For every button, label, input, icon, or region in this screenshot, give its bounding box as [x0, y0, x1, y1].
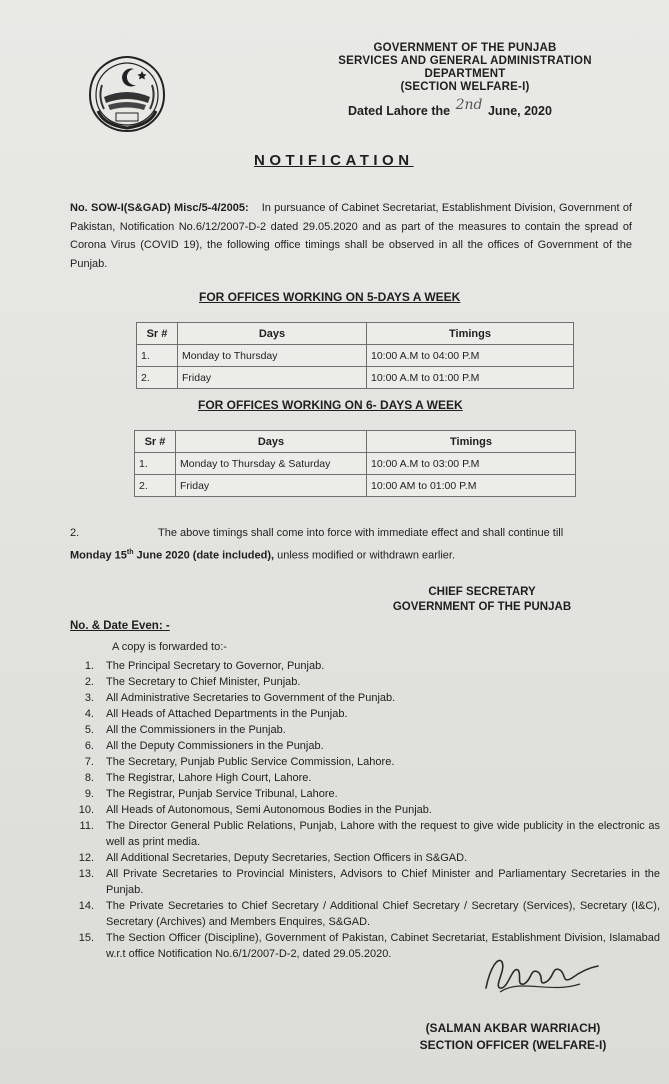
col-days: Days — [176, 431, 367, 453]
list-item — [72, 738, 660, 754]
list-item-number: 12. — [78, 852, 94, 864]
list-item-number: 11. — [79, 820, 94, 832]
list-item-number: 7. — [84, 756, 94, 768]
list-item — [72, 898, 660, 930]
list-item-number: 2. — [84, 676, 94, 688]
no-date-even-heading: No. & Date Even: - — [70, 620, 170, 632]
timings-table-5-days — [136, 322, 574, 389]
col-timings: Timings — [367, 431, 576, 453]
list-item-text: All Heads of Attached Departments in the Punjab. — [106, 708, 348, 720]
list-item-text: All Administrative Secretaries to Government of the Punjab. — [106, 692, 396, 704]
cell-sr: 1. — [135, 453, 176, 475]
list-item-number: 9. — [84, 788, 94, 800]
paragraph-2 — [70, 524, 640, 566]
cell-sr: 1. — [137, 345, 178, 367]
list-item — [72, 706, 660, 722]
list-item-number: 6. — [84, 740, 94, 752]
header-line-government: GOVERNMENT OF THE PUNJAB — [373, 42, 557, 54]
list-item — [72, 658, 660, 674]
paragraph-2-text: The above timings shall come into force with immediate effect and shall continue till — [158, 527, 564, 539]
table-row — [137, 345, 574, 367]
list-item-text: The Registrar, Lahore High Court, Lahore. — [106, 772, 312, 784]
dated-line — [348, 97, 552, 119]
cell-timings: 10:00 A.M to 04:00 P.M — [367, 345, 574, 367]
table-header-row — [135, 431, 576, 453]
list-item — [72, 850, 660, 866]
paragraph-2-number: 2. — [70, 527, 80, 539]
dated-prefix: Dated Lahore the — [348, 104, 451, 118]
col-sr: Sr # — [137, 323, 178, 345]
copy-distribution-list — [72, 658, 660, 962]
col-sr: Sr # — [135, 431, 176, 453]
cell-timings: 10:00 AM to 01:00 P.M — [367, 475, 576, 497]
table-row — [135, 453, 576, 475]
signatory-2-name: (SALMAN AKBAR WARRIACH) — [425, 1021, 601, 1035]
list-item-text: All Heads of Autonomous, Semi Autonomous Bodies in the Punjab. — [106, 804, 432, 816]
list-item-text: All the Deputy Commissioners in the Punjab. — [106, 740, 324, 752]
list-item-number: 8. — [84, 772, 94, 784]
table-2-heading: FOR OFFICES WORKING ON 6- DAYS A WEEK — [198, 398, 463, 412]
list-item — [72, 818, 660, 850]
list-item-text: All the Commissioners in the Punjab. — [106, 724, 286, 736]
timings-table-6-days — [134, 430, 576, 497]
notification-ref-number: No. SOW-I(S&GAD) Misc/5-4/2005: — [70, 202, 249, 214]
paragraph-2-first-line — [70, 524, 640, 543]
cell-timings: 10:00 A.M to 03:00 P.M — [367, 453, 576, 475]
col-days: Days — [178, 323, 367, 345]
cell-days: Friday — [176, 475, 367, 497]
handwritten-signature — [480, 948, 610, 998]
list-item-text: The Private Secretaries to Chief Secretary / Additional Chief Secretary / Secretary (Services), Secretary (I&C), Secretary (Archives) and Members Enquires, S&GAD. — [106, 900, 660, 928]
paragraph-2-second-line — [70, 543, 640, 566]
list-item-number: 1. — [84, 660, 94, 672]
list-item — [72, 722, 660, 738]
list-item — [72, 802, 660, 818]
signatory-1-org: GOVERNMENT OF THE PUNJAB — [392, 601, 572, 613]
list-item — [72, 754, 660, 770]
list-item-text: The Secretary, Punjab Public Service Commission, Lahore. — [106, 756, 395, 768]
effective-until-date: June 2020 (date included), — [133, 549, 275, 562]
effective-until-day: Monday 15 — [70, 549, 127, 562]
list-item — [72, 690, 660, 706]
dated-handwritten-day: 2nd — [455, 97, 483, 113]
cell-days: Monday to Thursday & Saturday — [176, 453, 367, 475]
list-item-number: 14. — [78, 900, 94, 912]
list-item-number: 13. — [78, 868, 94, 880]
punjab-emblem-logo — [84, 55, 170, 135]
header-line-department-2: DEPARTMENT — [424, 68, 506, 80]
paragraph-1-text: In pursuance of Cabinet Secretariat, Establishment Division, Government of Pakistan, Notification No.6/12/2007-D-2 dated 29.05.2020 and as part of the measures to contain the spread of Corona Virus (COVID 19), the following office timings shall be observed in all the offices of Government of the Punjab. — [70, 202, 632, 270]
list-item — [72, 786, 660, 802]
list-item-text: All Private Secretaries to Provincial Ministers, Advisors to Chief Minister and Parliamentary Secretaries in the Punjab. — [106, 868, 660, 896]
list-item-number: 10. — [78, 804, 94, 816]
list-item-text: The Principal Secretary to Governor, Punjab. — [106, 660, 325, 672]
list-item-number: 4. — [84, 708, 94, 720]
header-line-section: (SECTION WELFARE-I) — [400, 81, 530, 93]
list-item — [72, 866, 660, 898]
list-item-text: The Section Officer (Discipline), Government of Pakistan, Cabinet Secretariat, Establishment Division, Islamabad w.r.t office Notification No.6/1/2007-D-2, dated 29.05.2020. — [106, 932, 660, 960]
signatory-section-officer — [397, 1020, 629, 1054]
signatory-2-title: SECTION OFFICER (WELFARE-I) — [419, 1038, 607, 1052]
paragraph-1 — [70, 199, 632, 273]
list-item-number: 15. — [78, 932, 94, 944]
list-item — [72, 674, 660, 690]
cell-sr: 2. — [137, 367, 178, 389]
cell-timings: 10:00 A.M to 01:00 P.M — [367, 367, 574, 389]
cell-sr: 2. — [135, 475, 176, 497]
col-timings: Timings — [367, 323, 574, 345]
copy-forwarded-intro: A copy is forwarded to:- — [112, 641, 227, 653]
table-header-row — [137, 323, 574, 345]
header-line-department: SERVICES AND GENERAL ADMINISTRATION — [338, 55, 592, 67]
cell-days: Monday to Thursday — [178, 345, 367, 367]
list-item-text: All Additional Secretaries, Deputy Secretaries, Section Officers in S&GAD. — [106, 852, 468, 864]
list-item-number: 5. — [84, 724, 94, 736]
signatory-chief-secretary — [382, 585, 582, 615]
table-row — [135, 475, 576, 497]
list-item-text: The Director General Public Relations, Punjab, Lahore with the request to give wide publicity in the electronic as well as print media. — [106, 820, 660, 848]
table-1-heading: FOR OFFICES WORKING ON 5-DAYS A WEEK — [199, 290, 461, 304]
signatory-1-title: CHIEF SECRETARY — [428, 586, 536, 598]
notification-title: NOTIFICATION — [254, 152, 414, 169]
list-item — [72, 770, 660, 786]
list-item-number: 3. — [84, 692, 94, 704]
cell-days: Friday — [178, 367, 367, 389]
effective-until-ordinal: th — [126, 549, 134, 556]
table-row — [137, 367, 574, 389]
dated-suffix: June, 2020 — [487, 104, 552, 118]
list-item-text: The Registrar, Punjab Service Tribunal, Lahore. — [106, 788, 338, 800]
list-item-text: The Secretary to Chief Minister, Punjab. — [106, 676, 301, 688]
paragraph-2-tail: unless modified or withdrawn earlier. — [274, 549, 456, 562]
